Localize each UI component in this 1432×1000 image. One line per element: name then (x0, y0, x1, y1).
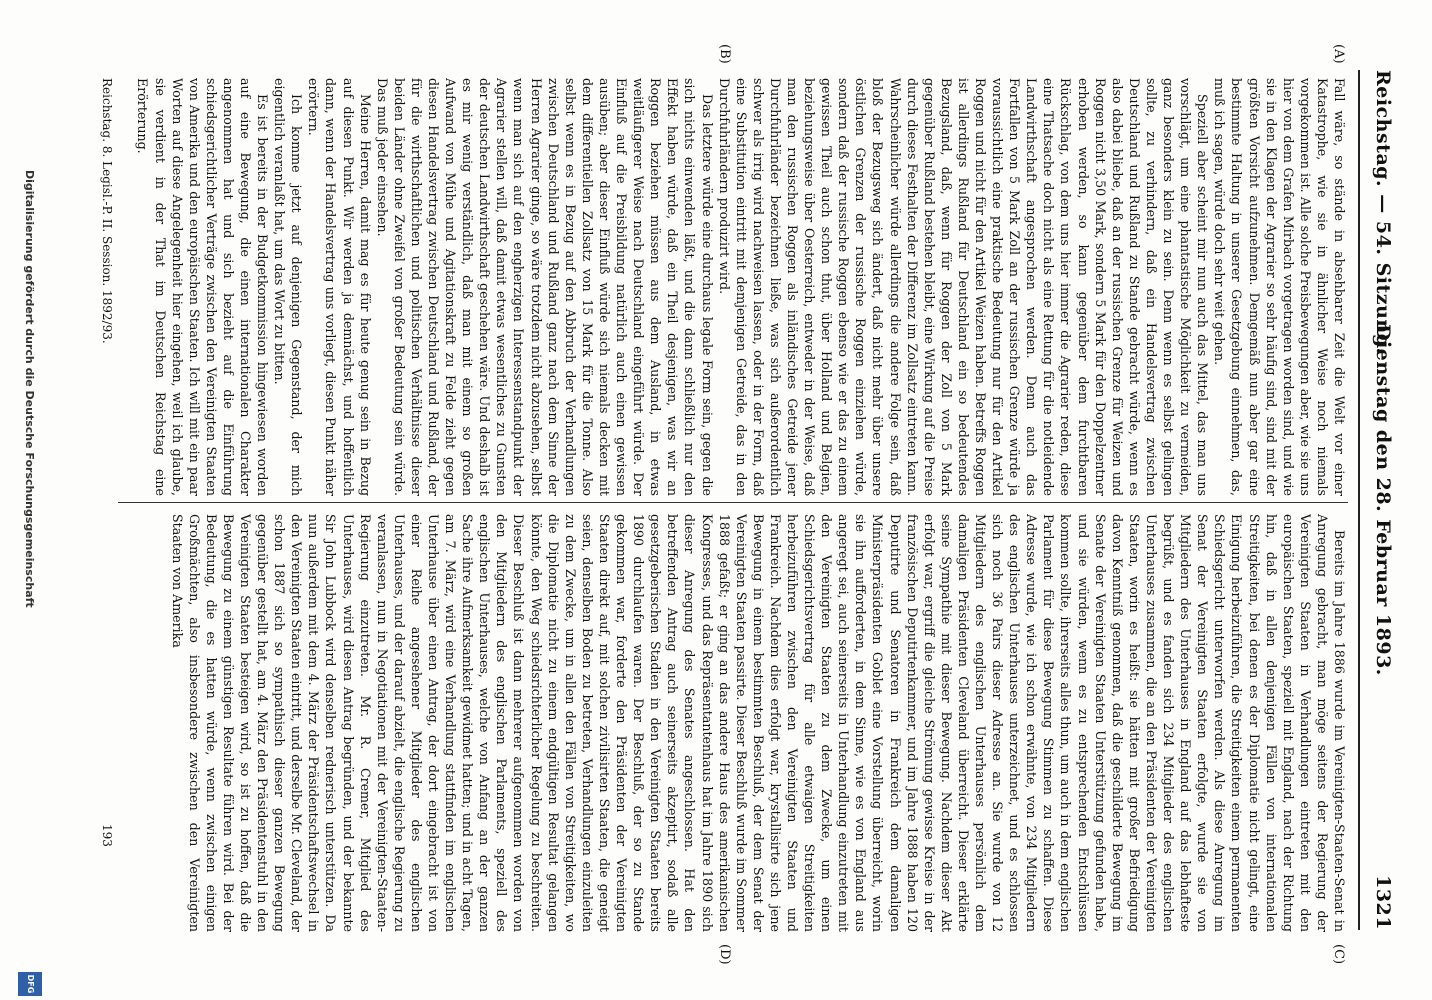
sheet-number: 193 (100, 824, 114, 847)
margin-marker-b: (B) (717, 44, 732, 64)
left-text-column (118, 78, 1348, 496)
header-rule (1358, 70, 1360, 930)
page-header (1362, 70, 1402, 930)
header-session: Reichstag. — 54. Sitzung. (1372, 70, 1394, 355)
paragraph: Ich komme jetzt auf denjenigen Gegenstand, der mich eigentlich veranlaßt hat, um das Wort zu bitten. (272, 78, 305, 496)
margin-marker-c: (C) (1331, 944, 1346, 965)
source-footer: Reichstag. 8. Legisl.-P. II. Session. 1892/93. (100, 78, 114, 344)
paragraph: Fall wäre, so stände in absehbarer Zeit die Welt vor einer Katastrophe, wie sie in ähnlicher Weise noch niemals vorgekommen ist. Alle solche Preisbewegungen aber, wie sie uns hier von dem Grafen Mirbach vorgetragen worden sind, und wie sie in den Klagen der Agrarier so sehr häufig sind, sind mit der größten Vorsicht aufzunehmen. Demgemäß nun aber gar eine bestimmte Haltung in unserer Gesetzgebung einnehmen, das, muß ich sagen, würde doch sehr weit gehen. (1212, 78, 1347, 496)
paragraph: Meine Herren, damit mag es für heute genug sein in Bezug auf diesen Punkt. Wir werden ja demnächst, und hoffentlich dann, wenn der Handelsvertrag uns vorliegt, diesen Punkt näher erörtern. (306, 78, 373, 496)
paragraph: Das letztere würde eine durchaus legale Form sein, gegen die sich nichts einwenden läßt, und die dann schließlich nur den Effekt haben würde, daß ein Theil desjenigen, was wir an Roggen beziehen müssen aus dem Ausland, in etwas weitläufigerer Weise nach Deutschland eingeführt würde. Der Einfluß auf die Preisbildung natürlich auch einen gewissen ausüben; aber dieser Einfluß würde sich niemals decken mit dem differentiellen Zollsatz von 15 Mark für die Tonne. Also selbst wenn es in Bezug auf den Abbruch der Verhandlungen zwischen Deutschland und Rußland ganz nach dem Sinne der Herren Agrarier ginge, so wäre trotzdem nicht abzusehen, selbst wenn man sich auf den engherzigen Interessenstandpunkt der Agrarier stellen will, daß damit etwas wesentliches zu Gunsten der deutschen Landwirthschaft geschehen wäre. Und deshalb ist es mir wenig verständlich, daß man mit einem so großen Aufwand von Mühe und Agitationskraft zu Felde zieht gegen diesen Handelsvertrag zwischen Deutschland und Rußland, der für die wirthschaftlichen und politischen Verhältnisse dieser beiden Länder ohne Zweifel von großer Bedeutung sein würde. Das muß jeder einsehen. (374, 78, 715, 496)
column-divider (118, 502, 1348, 503)
right-text-column (118, 514, 1348, 932)
header-date: Dienstag den 28. Februar 1893. (1372, 324, 1394, 676)
margin-marker-d: (D) (717, 944, 732, 965)
paragraph: Speziell aber scheint mir nun auch das Mittel, das man uns vorschlägt, um eine phantastische Möglichkeit zu vermeiden, ganz besonders klein zu sein. Denn wenn es selbst gelingen sollte, zu verhindern, daß ein Handelsvertrag zwischen Deutschland und Rußland zu Stande gebracht würde, wenn es also dabei bliebe, daß an der russischen Grenze für Weizen und Roggen nicht 3,50 Mark, sondern 5 Mark für den Doppelzentner erhoben werden, so kann gegenüber dem furchtbaren Rückschlag, von dem uns hier immer die Agrarier reden, diese eine Thatsache doch nicht als eine Rettung für die notleidende Landwirthschaft angesprochen werden. Denn auch das Fortfallen von 5 Mark Zoll an der russischen Grenze würde ja voraussichtlich eine praktische Bedeutung nur für den Artikel Roggen und nicht für den Artikel Weizen haben. Betreffs Roggen ist allerdings Rußland für Deutschland ein so bedeutendes Bezugsland, daß, wenn für Roggen der Zoll von 5 Mark gegenüber Rußland bestehen bleibt, eine Wirkung auf die Preise durch dieses Festhalten der Differenz im Zollsatz eintreten kann. Wahrscheinlicher würde allerdings die andere Folge sein, daß bloß der Bezugsweg sich ändert, daß nicht mehr über unsere östlichen Grenzen der russische Roggen einziehen würde, sondern daß der russische Roggen ebenso wie er das zu einem gewissen Theil auch schon thut, über Holland und Belgien, beziehungsweise über Oesterreich, entweder in der Weise, daß man den russischen Roggen als inländisches Getreide jener Durchfuhrländer bezeichnen ließe, was sich außerordentlich schwer als irrig wird nachweisen lassen, oder in der Form, daß eine Substitution eintritt mit demjenigen Getreide, das in den Durchfuhrländern produzirt wird. (716, 78, 1211, 496)
paragraph: Bereits im Jahre 1886 wurde im Vereinigten-Staaten-Senat in Anregung gebracht, man möge seitens der Regierung der Vereinigten Staaten in Verhandlungen eintreten mit den europäischen Staaten, speziell mit England, nach der Richtung hin, daß in allen denjenigen Fällen von internationalen Streitigkeiten, bei denen es der Diplomatie nicht gelingt, eine Einigung herbeizuführen, die Streitigkeiten einem permanenten Schiedsgericht unterworfen werden. Als diese Anregung im Senat der Vereinigten Staaten erfolgte, wurde sie von Mitgliedern des Unterhauses in England auf das lebhafteste begrüßt, und es fanden sich 234 Mitglieder des englischen Unterhauses zusammen, die an den Präsidenten der Vereinigten Staaten, worin es heißt: sie hätten mit großer Befriedigung davon Kenntniß genommen, daß die geschilderte Bewegung im Senate der Vereinigten Staaten Unterstützung gefunden habe, und sie würden, wenn es zu entsprechenden Entschlüssen kommen sollte, ihrerseits alles thun, um auch in dem englischen Parlament für diese Bewegung Stimmen zu schaffen. Diese Adresse wurde, wie ich schon erwähnte, von 234 Mitgliedern des englischen Unterhauses unterzeichnet, und es schlossen sich noch 36 Pairs dieser Adresse an. Sie wurde von 12 Mitgliedern des englischen Unterhauses persönlich dem damaligen Präsidenten Cleveland überreicht. Dieser erklärte seine Sympathie mit dieser Bewegung. Nachdem dieser Akt erfolgt war, ergriff die gleiche Strömung gewisse Kreise in der französischen Deputirtenkammer, und im Jahre 1888 haben 120 Deputirte und Senatoren in Frankreich dem damaligen Ministerpräsidenten Goblet eine Vorstellung überreicht, worin sie ihn aufforderten, in dem Sinne, wie es von England aus angeregt sei, auch seinerseits in Unterhandlung einzutreten mit den Vereinigten Staaten zu dem Zwecke, um einen Schiedsgerichtsvertrag für alle etwaigen Streitigkeiten herbeizuführen zwischen den Vereinigten Staaten und Frankreich. Nachdem dies erfolgt war, krystallisirte sich jene Bewegung in einem bestimmten Beschluß, der dem Senat der Vereinigten Staaten passirte. Dieser Beschluß wurde im Sommer 1888 gefaßt; er ging an das andere Haus des amerikanischen Kongresses, und das Repräsentantenhaus hat im Jahre 1890 sich dieser Anregung des Senates angeschlossen. Hat den betreffenden Antrag auch seinerseits akzeptirt, sodaß alle gesetzgeberischen Stadien in den Vereinigten Staaten bereits 1890 durchlaufen waren. Der Beschluß, der so zu Stande gekommen war, forderte den Präsidenten der Vereinigten Staaten direkt auf, mit solchen zivilisirten Staaten, die geneigt seien, denselben Boden zu betreten, Verhandlungen einzuleiten zu dem Zwecke, um in allen den Fällen von Streitigkeiten, wo die Diplomatie nicht zu einem endgültigen Resultat gelangen könnte, den Weg schiedsrichterlicher Regelung zu beschreiten. Dieser Beschluß ist dann mehrerer aufgenommen worden von den Mitgliedern des englischen Parlaments, speziell des englischen Unterhauses, welche von Anfang an der ganzen Sache ihre Aufmerksamkeit gewidmet hatten; und in acht Tagen, am 7. März, wird eine Verhandlung stattfinden im englischen Unterhause über einen Antrag, der dort eingebracht ist von einer Reihe angesehener Mitglieder des englischen Unterhauses, und der darauf abzielt, die englische Regierung zu veranlassen, nun in Negotiationen mit der Vereinigten-Staaten-Regierung einzutreten. Mr. R. Cremer, Mitglied des Unterhauses, wird diesen Antrag begründen, und der bekannte Sir John Lubbock wird denselben rednerisch unterstützen. Da nun außerdem mit dem 4. März der Präsidentschaftswechsel in den Vereinigten Staaten eintritt, und derselbe Mr. Cleveland, der schon 1887 sich so sympathisch dieser ganzen Bewegung gegenüber gestellt hat, am 4. März den Präsidentenstuhl in den Vereinigten Staaten besteigen wird, so ist zu hoffen, daß die Bewegung zu einem günstigen Resultate führen wird. Bei der Bedeutung, die es hatten würde, wenn zwischen einigen Großmächten, also insbesondere zwischen den Vereinigten Staaten von Amerika (169, 514, 1347, 932)
digitization-credit: Digitalisierung gefördert durch die Deutsche Forschungsgemeinschaft (23, 170, 36, 608)
dfg-logo-icon: DFG (18, 972, 42, 996)
paragraph: Es ist bereits in der Budgetkommission hingewiesen worden auf eine Bewegung, die einen internationalen Charakter angenommen hat und sich bezieht auf die Einführung schiedsgerichtlicher Verträge zwischen den Vereinigten Staaten von Amerika und den europäischen Staaten. Ich will mit ein paar Worten auf diese Angelegenheit hier eingehen, weil ich glaube, sie verdient in der That im Deutschen Reichstag eine Erörterung. (135, 78, 271, 496)
margin-marker-a: (A) (1331, 44, 1346, 64)
header-page-number: 1321 (1372, 875, 1394, 930)
